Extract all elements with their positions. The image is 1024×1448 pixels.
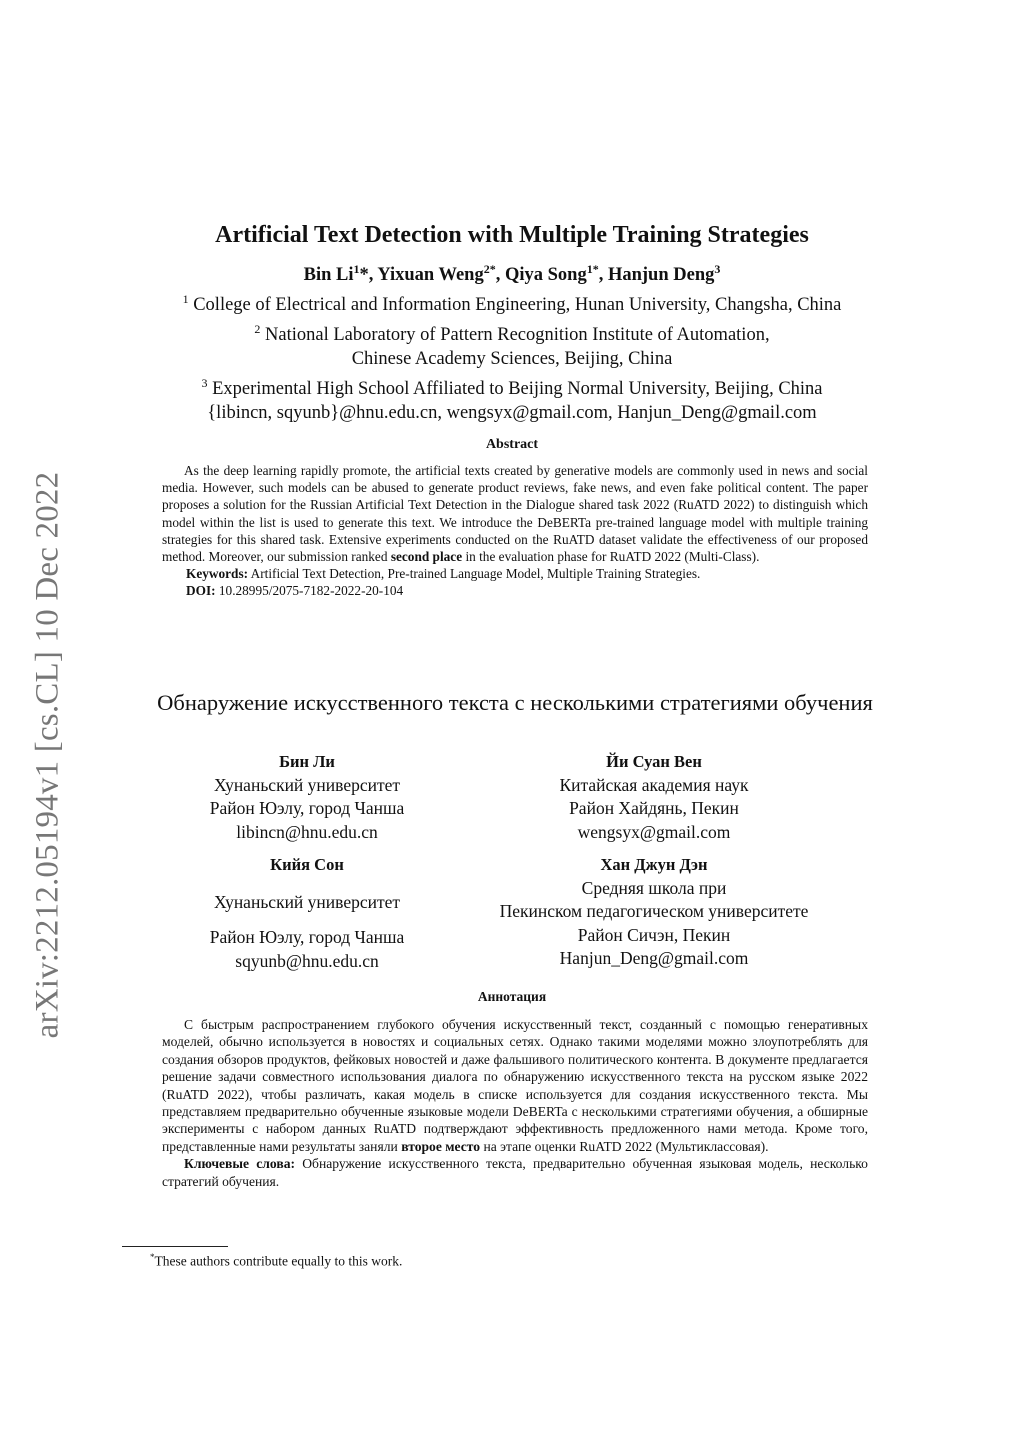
keywords-text: Artificial Text Detection, Pre-trained Language Model, Multiple Training Strategies. — [250, 566, 701, 582]
russian-author-card — [157, 853, 457, 973]
russian-author-line: sqyunb@hnu.edu.cn — [235, 950, 379, 971]
russian-author-name: Кийя Сон — [270, 855, 344, 874]
russian-author-line: Hanjun_Deng@gmail.com — [559, 948, 749, 968]
affiliation-number: 3 — [201, 376, 208, 391]
russian-author-line: wengsyx@gmail.com — [577, 821, 731, 842]
russian-title: Обнаружение искусственного текста с несколькими стратегиями обучения — [157, 690, 873, 715]
affiliation-number: 1 — [182, 292, 189, 306]
affiliation-number: 2 — [254, 322, 261, 337]
contact-emails: {libincn, sqyunb}@hnu.edu.cn, wengsyx@gmail.com, Hanjun_Deng@gmail.com — [207, 403, 817, 424]
russian-abstract-body — [162, 1016, 868, 1190]
doi-text: 10.28995/2075-7182-2022-20-104 — [218, 583, 404, 599]
russian-keywords-text: Обнаружение искусственного текста, предварительно обученная языковая модель, несколько стратегий обучения. — [162, 1156, 868, 1189]
author-sep: , — [495, 265, 505, 286]
author-mark: 1 — [353, 262, 360, 276]
footnote — [150, 1252, 402, 1270]
russian-author-card — [157, 750, 457, 844]
footnote-mark: * — [150, 1252, 155, 1262]
russian-abstract-bold: второе место — [401, 1138, 481, 1154]
author-mark: 3 — [714, 262, 721, 276]
author-sep: *, — [359, 265, 378, 286]
author-mark: 2* — [483, 262, 496, 276]
affiliation-text: College of Electrical and Information Engineering, Hunan University, Changsha, China — [193, 295, 842, 316]
affiliation-line — [0, 347, 1024, 371]
footnote-text: These authors contribute equally to this work. — [154, 1253, 403, 1269]
russian-abstract-paragraph — [162, 1016, 868, 1155]
russian-author-line: libincn@hnu.edu.cn — [236, 821, 378, 842]
russian-author-line: Район Хайдянь, Пекин — [569, 798, 739, 818]
abstract-paragraph — [162, 462, 868, 565]
russian-author-line: Район Юэлу, город Чанша — [209, 927, 405, 947]
abstract-text: As the deep learning rapidly promote, the artificial texts created by generative models are commonly used in news and social media. However, such models can be abused to generate product reviews, fake news, and even fake political content. The paper proposes a solution for the Russian Artificial Text Detection in the Dialogue shared task 2022 (RuATD 2022) to distinguish which model within the list is used to generate this text. We introduce the DeBERTa pre-trained language model with multiple training strategies for this shared task. Extensive experiments conducted on the RuATD dataset validate the effectiveness of our proposed method. Moreover, our submission ranked — [162, 463, 868, 565]
author-name: Qiya Song — [504, 265, 587, 286]
author-sep: , — [598, 265, 608, 286]
russian-author-line: Хунаньский университет — [213, 774, 401, 795]
affiliation-text: Chinese Academy Sciences, Beijing, China — [351, 349, 673, 370]
russian-author-line: Район Сичэн, Пекин — [577, 924, 731, 945]
keywords-line — [162, 565, 868, 582]
author-name: Hanjun Deng — [607, 265, 715, 286]
doi-label: DOI: — [186, 583, 216, 599]
russian-abstract-text: С быстрым распространением глубокого обучения искусственный текст, созданный с помощью генеративных моделей, обычно используется в новостях и социальных сетях. Однако такими моделями можно злоупотреблять для создания обзоров продуктов, фейковых новостей и даже фальшивого политического контента. В документе предлагается решение задачи совместного использования диалога по обнаружению искусственного текста на русском языке 2022 (RuATD 2022), чтобы различать, какая модель в списке используется для создания искусственного текста. Мы представляем предварительно обученные языковые модели DeBERTa с несколькими стратегиями обучения, а обширные эксперименты с набором данных RuATD подтверждают эффективность предложенного нами метода. Кроме того, представленные нами результаты заняли — [162, 1017, 868, 1154]
author-list — [0, 262, 1024, 286]
russian-author-name: Йи Суан Вен — [606, 752, 702, 771]
affiliation-text: National Laboratory of Pattern Recognition Institute of Automation, — [265, 325, 770, 346]
abstract-body — [162, 462, 868, 600]
author-name: Bin Li — [303, 265, 354, 286]
author-name: Yixuan Weng — [377, 265, 484, 286]
russian-author-card — [454, 853, 854, 971]
russian-abstract-heading: Аннотация — [477, 989, 547, 1004]
russian-author-card — [454, 750, 854, 844]
author-mark: 1* — [586, 262, 599, 276]
russian-author-line: Хунаньский университет — [213, 891, 401, 912]
russian-author-line: Район Юэлу, город Чанша — [209, 798, 405, 818]
abstract-text: in the evaluation phase for RuATD 2022 (Multi-Class). — [465, 549, 760, 565]
affiliation-line — [0, 371, 1024, 401]
arxiv-sidebar-stamp — [22, 450, 74, 1060]
affiliation-line — [0, 287, 1024, 317]
affiliation-text: Experimental High School Affiliated to Beijing Normal University, Beijing, China — [212, 379, 823, 400]
russian-abstract-text: на этапе оценки RuATD 2022 (Мультиклассовая). — [483, 1138, 769, 1154]
affiliation-line — [0, 317, 1024, 347]
footnote-rule — [122, 1246, 228, 1247]
russian-author-name: Хан Джун Дэн — [600, 855, 708, 874]
russian-author-line: Средняя школа при — [581, 877, 727, 898]
russian-author-line: Пекинском педагогическом университете — [499, 901, 809, 921]
arxiv-id: arXiv:2212.05194v1 [cs.CL] 10 Dec 2022 — [29, 471, 66, 1039]
affiliations — [0, 287, 1024, 425]
russian-author-line: Китайская академия наук — [559, 774, 749, 795]
russian-author-name: Бин Ли — [279, 752, 335, 771]
keywords-label: Keywords: — [186, 566, 249, 582]
abstract-heading: Abstract — [485, 437, 539, 452]
abstract-bold: second place — [390, 549, 463, 565]
doi-line — [162, 582, 868, 599]
russian-keywords-label: Ключевые слова: — [184, 1156, 296, 1172]
paper-title: Artificial Text Detection with Multiple Training Strategies — [215, 222, 809, 248]
russian-keywords-line — [162, 1155, 868, 1190]
